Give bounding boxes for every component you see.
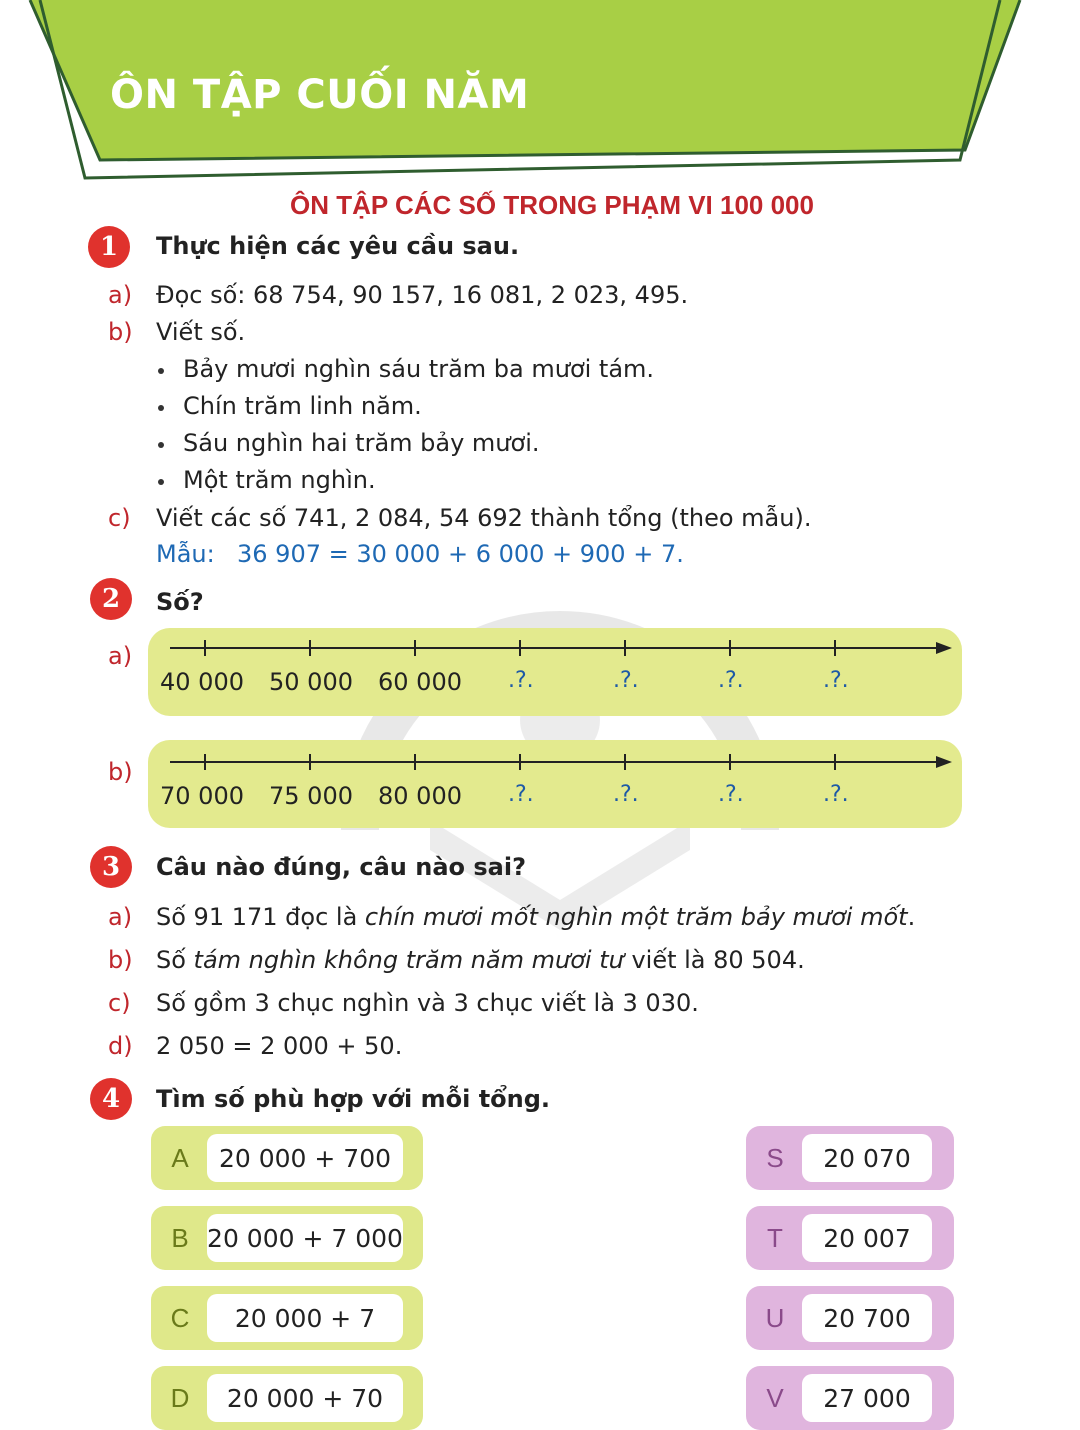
ex3-b-suffix: viết là 80 504. bbox=[623, 946, 805, 974]
nl-a-label: 60 000 bbox=[378, 668, 462, 696]
bullet-dot bbox=[158, 405, 164, 411]
exercise-1-title: Thực hiện các yêu cầu sau. bbox=[156, 232, 520, 260]
exercise-4-badge: 4 bbox=[90, 1078, 132, 1120]
banner-title: ÔN TẬP CUỐI NĂM bbox=[110, 72, 530, 118]
nl-a-blank: .?. bbox=[823, 668, 849, 693]
ex1-b-text: Viết số. bbox=[156, 318, 246, 346]
arrow-head-icon bbox=[936, 756, 952, 768]
card-letter: S bbox=[766, 1142, 784, 1173]
card-value: 20 070 bbox=[802, 1134, 932, 1182]
card-letter: T bbox=[767, 1222, 783, 1253]
ex3-b-label: b) bbox=[108, 946, 133, 974]
ex3-b-text bbox=[156, 946, 805, 974]
ex3-a-label: a) bbox=[108, 903, 133, 931]
card-letter: U bbox=[765, 1302, 785, 1333]
nl-a-label: 50 000 bbox=[269, 668, 353, 696]
nl-b-blank: .?. bbox=[613, 782, 639, 807]
ex1-sample-text: 36 907 = 30 000 + 6 000 + 900 + 7. bbox=[237, 540, 684, 568]
section-title: ÔN TẬP CÁC SỐ TRONG PHẠM VI 100 000 bbox=[290, 190, 814, 220]
ex3-a-text bbox=[156, 903, 915, 931]
nl-b-label: 75 000 bbox=[269, 782, 353, 810]
ex1-a-label: a) bbox=[108, 281, 133, 309]
value-card-v[interactable] bbox=[746, 1366, 954, 1430]
ex3-c-text: Số gồm 3 chục nghìn và 3 chục viết là 3 030. bbox=[156, 989, 699, 1017]
value-card-u[interactable] bbox=[746, 1286, 954, 1350]
sum-card-a[interactable] bbox=[151, 1126, 423, 1190]
ex3-b-prefix: Số bbox=[156, 946, 194, 974]
nl-a-blank: .?. bbox=[613, 668, 639, 693]
card-letter: V bbox=[766, 1382, 784, 1413]
bullet-dot bbox=[158, 368, 164, 374]
arrow-head-icon bbox=[936, 642, 952, 654]
ex1-b-label: b) bbox=[108, 318, 133, 346]
number-line-a-panel bbox=[148, 628, 962, 716]
ex1-c-label: c) bbox=[108, 504, 131, 532]
ex3-d-text: 2 050 = 2 000 + 50. bbox=[156, 1032, 403, 1060]
ex1-c-text: Viết các số 741, 2 084, 54 692 thành tổng (theo mẫu). bbox=[156, 504, 812, 532]
ex1-sample-label: Mẫu: bbox=[156, 540, 215, 568]
card-letter: A bbox=[171, 1142, 189, 1173]
exercise-4-title: Tìm số phù hợp với mỗi tổng. bbox=[156, 1085, 551, 1113]
ex2-a-label: a) bbox=[108, 642, 133, 670]
exercise-2-badge: 2 bbox=[90, 578, 132, 620]
nl-b-blank: .?. bbox=[508, 782, 534, 807]
card-expression: 20 000 + 7 bbox=[207, 1294, 403, 1342]
card-letter: C bbox=[170, 1302, 190, 1333]
card-expression: 20 000 + 70 bbox=[207, 1374, 403, 1422]
ex1-bullet: Sáu nghìn hai trăm bảy mươi. bbox=[183, 429, 540, 457]
exercise-1-badge: 1 bbox=[88, 226, 130, 268]
card-value: 20 007 bbox=[802, 1214, 932, 1262]
ex3-a-suffix: . bbox=[907, 903, 916, 931]
card-letter: B bbox=[171, 1222, 189, 1253]
value-card-t[interactable] bbox=[746, 1206, 954, 1270]
nl-a-blank: .?. bbox=[718, 668, 744, 693]
exercise-3-badge: 3 bbox=[90, 846, 132, 888]
nl-a-blank: .?. bbox=[508, 668, 534, 693]
ex1-bullet: Một trăm nghìn. bbox=[183, 466, 376, 494]
ex3-a-italic: chín mươi mốt nghìn một trăm bảy mươi mốt bbox=[364, 903, 908, 931]
ex3-b-italic: tám nghìn không trăm năm mươi tư bbox=[193, 946, 624, 974]
number-line-b-panel bbox=[148, 740, 962, 828]
ex2-b-label: b) bbox=[108, 758, 133, 786]
card-value: 27 000 bbox=[802, 1374, 932, 1422]
sum-card-c[interactable] bbox=[151, 1286, 423, 1350]
exercise-2-title: Số? bbox=[156, 588, 204, 616]
ex1-bullet: Chín trăm linh năm. bbox=[183, 392, 422, 420]
ex1-bullet: Bảy mươi nghìn sáu trăm ba mươi tám. bbox=[183, 355, 655, 383]
card-expression: 20 000 + 7 000 bbox=[207, 1214, 403, 1262]
ex3-a-prefix: Số 91 171 đọc là bbox=[156, 903, 365, 931]
bullet-dot bbox=[158, 442, 164, 448]
card-expression: 20 000 + 700 bbox=[207, 1134, 403, 1182]
bullet-dot bbox=[158, 479, 164, 485]
ex1-a-text: Đọc số: 68 754, 90 157, 16 081, 2 023, 495. bbox=[156, 281, 689, 309]
nl-a-label: 40 000 bbox=[160, 668, 244, 696]
exercise-3-title: Câu nào đúng, câu nào sai? bbox=[156, 853, 526, 881]
nl-b-label: 70 000 bbox=[160, 782, 244, 810]
nl-b-blank: .?. bbox=[718, 782, 744, 807]
nl-b-label: 80 000 bbox=[378, 782, 462, 810]
card-letter: D bbox=[170, 1382, 190, 1413]
ex3-c-label: c) bbox=[108, 989, 131, 1017]
nl-b-blank: .?. bbox=[823, 782, 849, 807]
value-card-s[interactable] bbox=[746, 1126, 954, 1190]
ex3-d-label: d) bbox=[108, 1032, 133, 1060]
card-value: 20 700 bbox=[802, 1294, 932, 1342]
sum-card-b[interactable] bbox=[151, 1206, 423, 1270]
sum-card-d[interactable] bbox=[151, 1366, 423, 1430]
